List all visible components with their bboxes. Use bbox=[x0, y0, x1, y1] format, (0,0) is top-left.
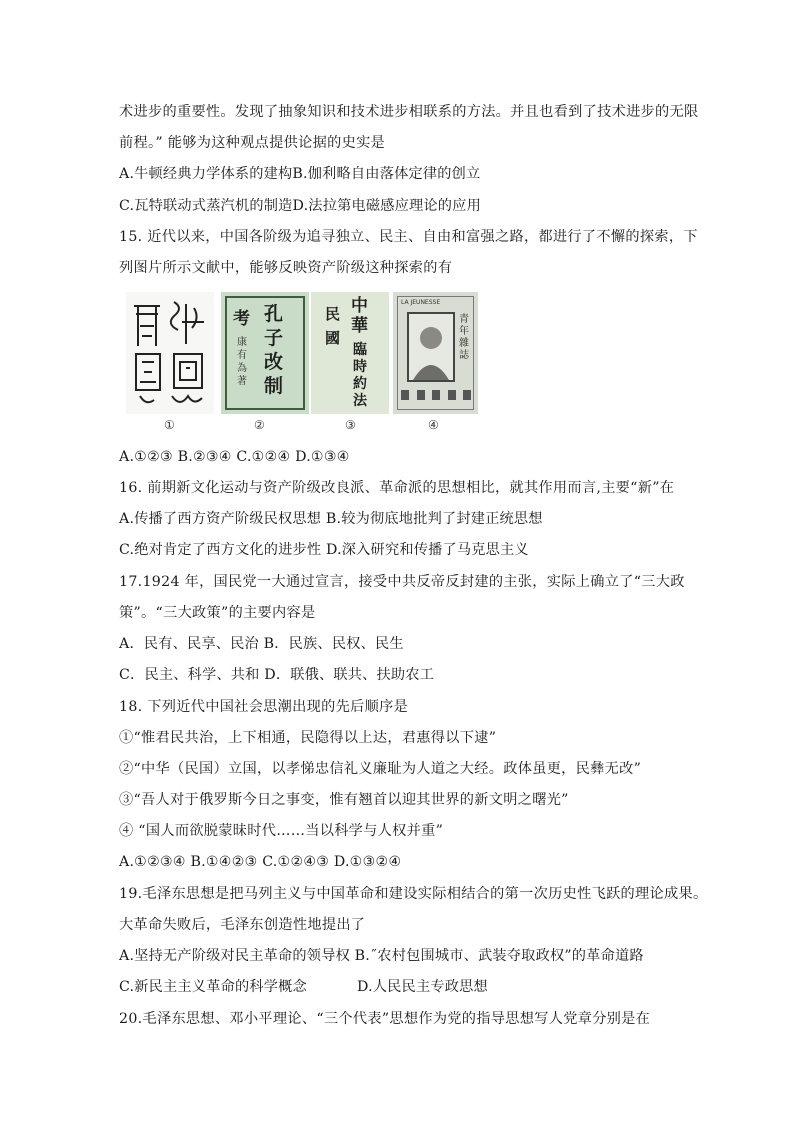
question-20-stem: 20.毛泽东思想、邓小平理论、“三个代表”思想作为党的指导思想写人党章分别是在 bbox=[119, 1011, 651, 1027]
question-16-options: A.传播了西方资产阶级民权思想 B.较为彻底地批判了封建正统思想 bbox=[119, 511, 543, 527]
question-18-stem: 18. 下列近代中国社会思潮出现的先后顺序是 bbox=[119, 699, 409, 715]
magazine-masthead: LA JEUNESSE bbox=[401, 299, 441, 306]
question-19-stem: 大革命失败后，毛泽东创造性地提出了 bbox=[119, 917, 366, 933]
question-15-stem: 列图片所示文献中，能够反映资产阶级这种探索的有 bbox=[119, 260, 453, 276]
question-19-option-c: C.新民主主义革命的科学概念 bbox=[119, 979, 307, 995]
document-images-row bbox=[126, 292, 478, 414]
book-author: 康有為著 bbox=[237, 337, 247, 387]
question-18-item: ④ “国人而欲脱蒙昧时代……当以科学与人权并重” bbox=[119, 823, 444, 839]
document-header-left: 民國 bbox=[325, 305, 341, 347]
question-15-stem: 15. 近代以来，中国各阶级为追寻独立、民主、自由和富强之路，都进行了不懈的探索，下 bbox=[119, 229, 698, 245]
decorative-border bbox=[401, 390, 471, 404]
seal-script-image bbox=[126, 292, 214, 414]
document-image-1 bbox=[126, 292, 214, 414]
question-19-option-d: D.人民民主专政思想 bbox=[357, 979, 488, 995]
document-image-3 bbox=[311, 292, 389, 414]
document-image-4 bbox=[393, 292, 478, 414]
document-title: 臨時約法 bbox=[353, 342, 367, 409]
document-image-2 bbox=[221, 292, 309, 414]
question-16-stem: 16. 前期新文化运动与资产阶级改良派、革命派的思想相比，就其作用而言,主要“新”在 bbox=[119, 480, 675, 496]
question-18-item: ①“惟君民共治，上下相通，民隐得以上达，君惠得以下逮” bbox=[119, 730, 497, 746]
text-line: 术进步的重要性。发现了抽象知识和技术进步相联系的方法。并且也看到了技术进步的无限 bbox=[119, 104, 699, 120]
text-line: 前程。” 能够为这种观点提供论据的史实是 bbox=[119, 135, 386, 151]
question-19-stem: 19.毛泽东思想是把马列主义与中国革命和建设实际相结合的第一次历史性飞跃的理论成果。 bbox=[119, 886, 708, 902]
question-18-item: ③“吾人对于俄罗斯今日之事变，惟有翘首以迎其世界的新文明之曙光” bbox=[119, 792, 569, 808]
image-caption: ② bbox=[254, 418, 265, 432]
question-17-options: A．民有、民享、民治 B．民族、民权、民生 bbox=[119, 636, 404, 652]
image-caption: ③ bbox=[345, 418, 356, 432]
portrait-icon bbox=[409, 314, 453, 380]
image-caption: ④ bbox=[428, 418, 439, 432]
book-title-prefix: 考 bbox=[233, 309, 250, 329]
question-16-options: C.绝对肯定了西方文化的进步性 D.深入研究和传播了马克思主义 bbox=[119, 542, 529, 558]
question-18-item: ②“中华（民国）立国，以孝悌忠信礼义廉耻为人道之大经。政体虽更，民彝无改” bbox=[119, 761, 642, 777]
document-header: 中華 bbox=[351, 296, 368, 336]
magazine-title: 青年雜誌 bbox=[459, 314, 469, 361]
book-title: 孔子改制 bbox=[264, 303, 284, 397]
option-line: C.瓦特联动式蒸汽机的制造D.法拉第电磁感应理论的应用 bbox=[119, 198, 481, 214]
question-17-stem: 17.1924 年，国民党一大通过宣言，接受中共反帝反封建的主张，实际上确立了“三大政 bbox=[119, 574, 685, 590]
question-17-options: C．民主、科学、共和 D．联俄、联共、扶助农工 bbox=[119, 667, 435, 683]
question-15-options: A.①②③ B.②③④ C.①②④ D.①③④ bbox=[119, 449, 350, 465]
portrait-frame bbox=[407, 312, 455, 382]
question-17-stem: 策”。“三大政策”的主要内容是 bbox=[119, 605, 316, 621]
image-caption: ① bbox=[164, 418, 175, 432]
question-19-options: A.坚持无产阶级对民主革命的领导权 B.˝农村包围城市、武装夺取政权”的革命道路 bbox=[119, 948, 644, 964]
question-18-options: A.①②③④ B.①④②③ C.①②④③ D.①③②④ bbox=[119, 854, 402, 870]
option-line: A.牛顿经典力学体系的建构B.伽利略自由落体定律的创立 bbox=[119, 166, 481, 182]
